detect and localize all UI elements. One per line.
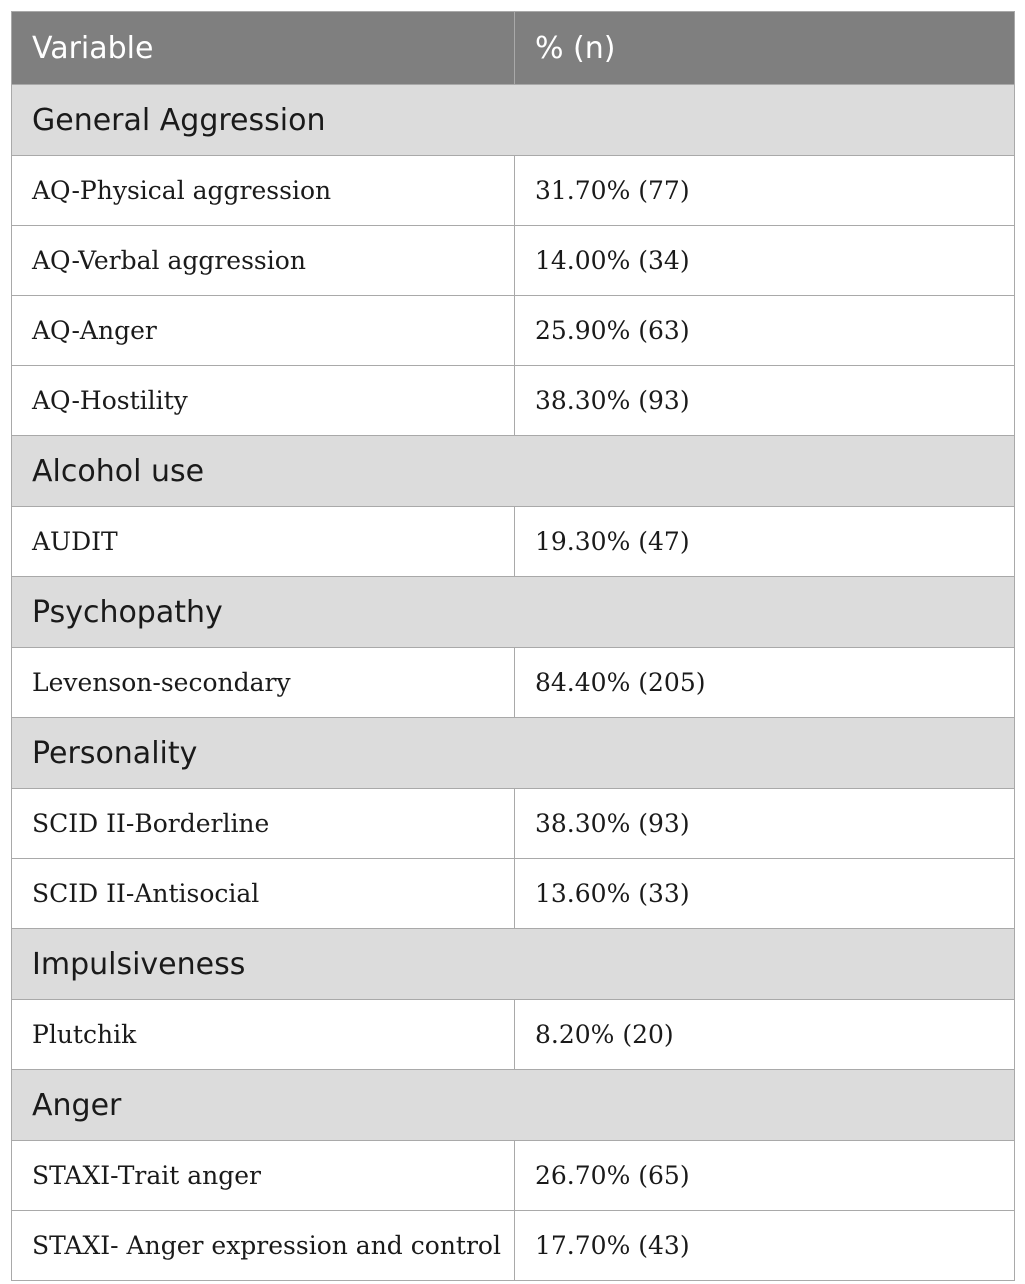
- table-row: [12, 296, 1015, 366]
- value-cell: 38.30% (93): [515, 789, 1015, 859]
- section-row-impulsiveness: [12, 929, 1015, 1000]
- table-row: [12, 507, 1015, 577]
- section-title: Psychopathy: [12, 577, 1015, 648]
- section-row-general-aggression: [12, 85, 1015, 156]
- section-row-personality: [12, 718, 1015, 789]
- table-row: [12, 226, 1015, 296]
- variable-cell: STAXI-Trait anger: [12, 1141, 515, 1211]
- section-title: General Aggression: [12, 85, 1015, 156]
- value-cell: 25.90% (63): [515, 296, 1015, 366]
- table-row: [12, 859, 1015, 929]
- value-cell: 13.60% (33): [515, 859, 1015, 929]
- table-row: [12, 1000, 1015, 1070]
- table-header-row: [12, 12, 1015, 85]
- variable-cell: STAXI- Anger expression and control: [12, 1211, 515, 1281]
- header-variable: Variable: [12, 12, 515, 85]
- value-cell: 8.20% (20): [515, 1000, 1015, 1070]
- section-row-psychopathy: [12, 577, 1015, 648]
- table-row: [12, 156, 1015, 226]
- variable-cell: Levenson-secondary: [12, 648, 515, 718]
- section-title: Personality: [12, 718, 1015, 789]
- table-row: [12, 789, 1015, 859]
- section-row-alcohol-use: [12, 436, 1015, 507]
- section-title: Alcohol use: [12, 436, 1015, 507]
- header-percent-n: % (n): [515, 12, 1015, 85]
- variable-cell: AQ-Verbal aggression: [12, 226, 515, 296]
- variable-cell: AQ-Anger: [12, 296, 515, 366]
- variable-cell: AQ-Hostility: [12, 366, 515, 436]
- variable-cell: Plutchik: [12, 1000, 515, 1070]
- value-cell: 31.70% (77): [515, 156, 1015, 226]
- variable-cell: SCID II-Antisocial: [12, 859, 515, 929]
- value-cell: 14.00% (34): [515, 226, 1015, 296]
- section-title: Impulsiveness: [12, 929, 1015, 1000]
- table-row: [12, 1211, 1015, 1281]
- section-row-anger: [12, 1070, 1015, 1141]
- value-cell: 84.40% (205): [515, 648, 1015, 718]
- variable-cell: AQ-Physical aggression: [12, 156, 515, 226]
- section-title: Anger: [12, 1070, 1015, 1141]
- value-cell: 38.30% (93): [515, 366, 1015, 436]
- value-cell: 17.70% (43): [515, 1211, 1015, 1281]
- value-cell: 19.30% (47): [515, 507, 1015, 577]
- table-row: [12, 366, 1015, 436]
- variable-cell: AUDIT: [12, 507, 515, 577]
- value-cell: 26.70% (65): [515, 1141, 1015, 1211]
- table-row: [12, 648, 1015, 718]
- table-row: [12, 1141, 1015, 1211]
- results-table: [11, 11, 1015, 1281]
- variable-cell: SCID II-Borderline: [12, 789, 515, 859]
